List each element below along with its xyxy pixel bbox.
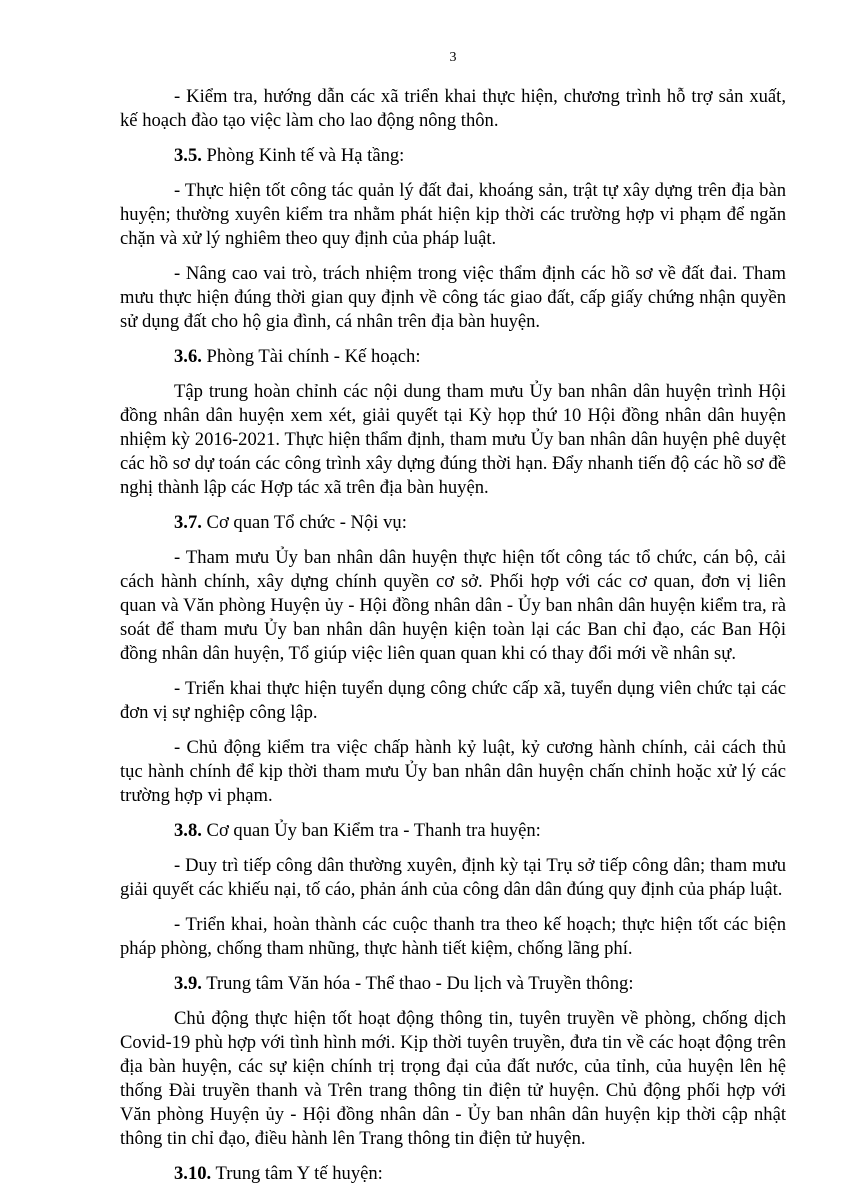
section-heading-3-10 <box>120 1162 786 1186</box>
section-title: Cơ quan Ủy ban Kiểm tra - Thanh tra huyện: <box>206 820 541 841</box>
paragraph: - Triển khai, hoàn thành các cuộc thanh tra theo kế hoạch; thực hiện tốt các biện pháp phòng, chống tham nhũng, thực hành tiết kiệm, chống lãng phí. <box>120 914 786 959</box>
section-number: 3.6. <box>174 346 202 367</box>
section-heading-3-9 <box>120 972 786 996</box>
section-number: 3.8. <box>174 820 202 841</box>
section-heading-3-8 <box>120 819 786 843</box>
document-page <box>120 48 786 1197</box>
section-title: Trung tâm Văn hóa - Thể thao - Du lịch và Truyền thông: <box>206 973 634 994</box>
paragraph: - Triển khai thực hiện tuyển dụng công chức cấp xã, tuyển dụng viên chức tại các đơn vị sự nghiệp công lập. <box>120 678 786 723</box>
page-number: 3 <box>449 50 457 65</box>
section-number: 3.9. <box>174 973 202 994</box>
paragraph: - Tham mưu Ủy ban nhân dân huyện thực hiện tốt công tác tổ chức, cán bộ, cải cách hành chính, xây dựng chính quyền cơ sở. Phối hợp với các cơ quan, đơn vị liên quan và Văn phòng Huyện ủy - Hội đồng nhân dân - Ủy ban nhân dân huyện kiểm tra, rà soát để tham mưu Ủy ban nhân dân huyện kiện toàn lại các Ban chỉ đạo, các Ban Hội đồng nhân dân huyện, Tổ giúp việc liên quan quan khi có thay đổi mới về nhân sự. <box>120 547 786 664</box>
paragraph: Chủ động thực hiện tốt hoạt động thông tin, tuyên truyền về phòng, chống dịch Covid-19 phù hợp với tình hình mới. Kịp thời tuyên truyền, đưa tin về các hoạt động trên địa bàn huyện, các sự kiện chính trị trọng đại của đất nước, của tỉnh, của huyện lên hệ thống Đài truyền thanh và Trên trang thông tin điện tử huyện. Chủ động phối hợp với Văn phòng Huyện ủy - Hội đồng nhân dân - Ủy ban nhân dân huyện kịp thời cập nhật thông tin chỉ đạo, điều hành lên Trang thông tin điện tử huyện. <box>120 1008 786 1149</box>
section-heading-3-6 <box>120 345 786 369</box>
section-title: Trung tâm Y tế huyện: <box>215 1163 383 1184</box>
paragraph: - Duy trì tiếp công dân thường xuyên, định kỳ tại Trụ sở tiếp công dân; tham mưu giải quyết các khiếu nại, tố cáo, phản ánh của công dân dân đúng quy định của pháp luật. <box>120 855 786 900</box>
section-number: 3.10. <box>174 1163 212 1184</box>
paragraph: - Nâng cao vai trò, trách nhiệm trong việc thẩm định các hồ sơ về đất đai. Tham mưu thực hiện đúng thời gian quy định về công tác giao đất, cấp giấy chứng nhận quyền sử dụng đất cho hộ gia đình, cá nhân trên địa bàn huyện. <box>120 263 786 332</box>
paragraph: Tập trung hoàn chỉnh các nội dung tham mưu Ủy ban nhân dân huyện trình Hội đồng nhân dân huyện xem xét, giải quyết tại Kỳ họp thứ 10 Hội đồng nhân dân huyện nhiệm kỳ 2016-2021. Thực hiện thẩm định, tham mưu Ủy ban nhân dân huyện phê duyệt các hồ sơ dự toán các công trình xây dựng đúng thời hạn. Đẩy nhanh tiến độ các hồ sơ đề nghị thành lập các Hợp tác xã trên địa bàn huyện. <box>120 381 786 498</box>
section-number: 3.5. <box>174 145 202 166</box>
paragraph: - Chủ động kiểm tra việc chấp hành kỷ luật, kỷ cương hành chính, cải cách thủ tục hành chính để kịp thời tham mưu Ủy ban nhân dân huyện chấn chỉnh hoặc xử lý các trường hợp vi phạm. <box>120 737 786 806</box>
section-number: 3.7. <box>174 512 202 533</box>
section-heading-3-5 <box>120 144 786 168</box>
section-title: Phòng Tài chính - Kế hoạch: <box>206 346 421 367</box>
section-title: Cơ quan Tổ chức - Nội vụ: <box>206 512 407 533</box>
section-heading-3-7 <box>120 511 786 535</box>
paragraph: - Kiểm tra, hướng dẫn các xã triển khai thực hiện, chương trình hỗ trợ sản xuất, kế hoạch đào tạo việc làm cho lao động nông thôn. <box>120 86 786 131</box>
section-title: Phòng Kinh tế và Hạ tầng: <box>206 145 405 166</box>
paragraph: - Thực hiện tốt công tác quản lý đất đai, khoáng sản, trật tự xây dựng trên địa bàn huyện; thường xuyên kiểm tra nhằm phát hiện kịp thời các trường hợp vi phạm để ngăn chặn và xử lý nghiêm theo quy định của pháp luật. <box>120 180 786 249</box>
